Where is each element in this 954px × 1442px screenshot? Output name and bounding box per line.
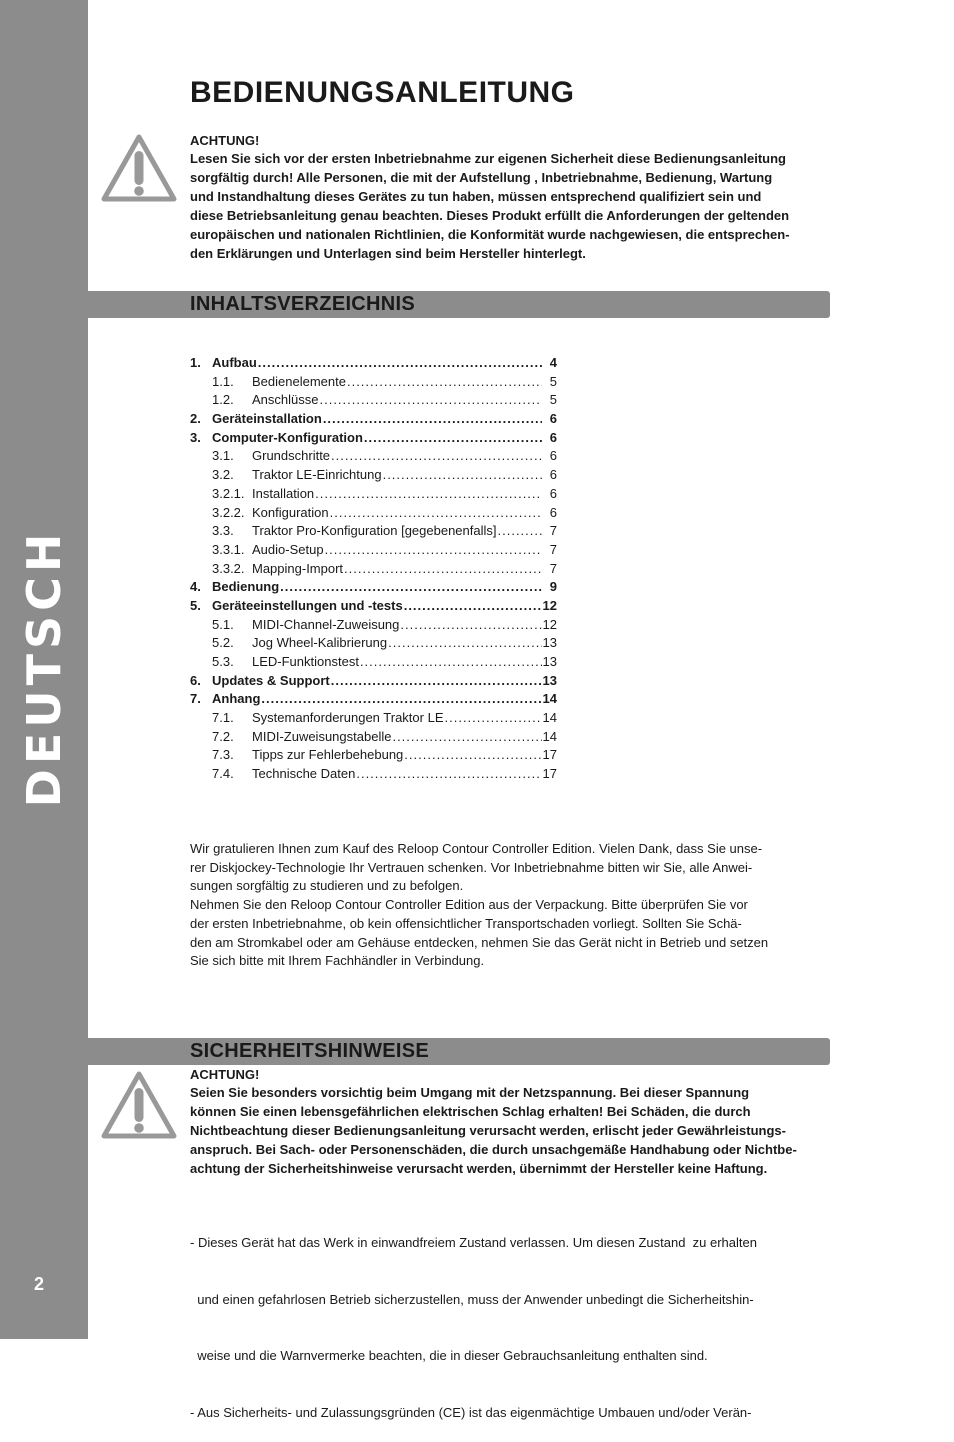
toc-entry xyxy=(190,374,557,393)
toc-entry-number: 5. xyxy=(190,597,201,613)
toc-leader-dots xyxy=(325,542,542,557)
toc-entry-label: Updates & Support xyxy=(212,672,330,688)
toc-entry xyxy=(190,486,557,505)
toc-entry xyxy=(190,392,557,411)
safety-warning-block xyxy=(190,1065,832,1179)
safety-heading: SICHERHEITSHINWEISE xyxy=(190,1040,430,1062)
sidebar xyxy=(0,0,88,1339)
toc-leader-dots xyxy=(360,654,542,669)
toc-heading: INHALTSVERZEICHNIS xyxy=(190,293,416,315)
warning-line: Nichtbeachtung dieser Bedienungsanleitung verursacht werden, erlischt jeder Gewährleistungs- xyxy=(190,1122,786,1138)
toc-entry xyxy=(190,505,557,524)
toc-entry-label: Tipps zur Fehlerbehebung xyxy=(252,747,404,763)
toc-entry xyxy=(190,673,557,692)
toc-entry-page: 6 xyxy=(549,448,557,464)
intro-line: rer Diskjockey-Technologie Ihr Vertrauen schenken. Vor Inbetriebnahme bitten wir Sie, alle Anwei- xyxy=(190,859,753,875)
warning-line: achtung der Sicherheitshinweise verursacht werden, übernimmt der Hersteller keine Haftung. xyxy=(190,1160,768,1176)
toc-entry-page: 14 xyxy=(542,728,557,744)
toc-leader-dots xyxy=(392,729,541,744)
toc-entry-number: 7. xyxy=(190,691,201,707)
warning-text xyxy=(190,150,832,263)
toc-entry xyxy=(190,523,557,542)
toc-entry-page: 6 xyxy=(549,429,557,445)
toc-entry-number: 3. xyxy=(190,429,201,445)
toc-leader-dots xyxy=(347,374,542,389)
toc-entry-label: Installation xyxy=(252,485,315,501)
warning-line: diese Betriebsanleitung genau beachten. Dieses Produkt erfüllt die Anforderungen der geltenden xyxy=(190,207,790,223)
toc-entry-number: 1.2. xyxy=(212,392,234,408)
toc-entry xyxy=(190,598,557,617)
toc-leader-dots xyxy=(319,392,542,407)
toc-entry xyxy=(190,691,557,710)
intro-line: den am Stromkabel oder am Gehäuse entdecken, nehmen Sie das Gerät nicht in Betrieb und setzen xyxy=(190,934,769,950)
toc-entry xyxy=(190,561,557,580)
warning-heading: ACHTUNG! xyxy=(190,133,260,148)
warning-line: Seien Sie besonders vorsichtig beim Umgang mit der Netzspannung. Bei dieser Spannung xyxy=(190,1085,750,1100)
toc-entry-label: Grundschritte xyxy=(252,448,331,464)
toc-entry-label: Geräteinstallation xyxy=(212,411,322,427)
toc-entry-number: 7.3. xyxy=(212,747,234,763)
toc-entry-page: 13 xyxy=(542,672,557,688)
toc-entry-number: 5.1. xyxy=(212,616,234,632)
intro-line: Nehmen Sie den Reloop Contour Controller Edition aus der Verpackung. Bitte überprüfen Sie vor xyxy=(190,897,748,913)
toc-entry xyxy=(190,448,557,467)
toc-entry-label: Anhang xyxy=(212,691,261,707)
toc-entry-label: Mapping-Import xyxy=(252,560,344,576)
toc-entry-page: 6 xyxy=(549,411,557,427)
toc-entry-number: 1.1. xyxy=(212,373,234,389)
toc-entry-page: 9 xyxy=(549,579,557,595)
bullet-line: - Dieses Gerät hat das Werk in einwandfreiem Zustand verlassen. Um diesen Zustand zu erhalten xyxy=(190,1234,757,1250)
toc-entry-number: 3.3.2. xyxy=(212,560,245,576)
toc-entry-page: 7 xyxy=(549,560,557,576)
toc-entry-page: 14 xyxy=(542,691,557,707)
toc-entry-label: Traktor Pro-Konfiguration [gegebenenfalls] xyxy=(252,523,497,539)
intro-line: sungen sorgfältig zu studieren und zu befolgen. xyxy=(190,878,464,894)
toc-entry-label: Aufbau xyxy=(212,355,257,370)
toc-entry-label: Jog Wheel-Kalibrierung xyxy=(252,635,388,651)
toc-entry-label: Bedienelemente xyxy=(252,373,346,389)
toc-entry-page: 12 xyxy=(542,616,557,632)
toc-entry-number: 4. xyxy=(190,579,201,595)
toc-leader-dots xyxy=(331,673,542,688)
toc-entry-page: 17 xyxy=(542,747,557,763)
toc-entry xyxy=(190,411,557,430)
warning-line: und Instandhaltung dieses Gerätes zu tun haben, müssen entsprechend qualifiziert sein und xyxy=(190,188,762,204)
table-of-contents xyxy=(190,355,557,785)
toc-entry xyxy=(190,710,557,729)
toc-entry-number: 3.2.1. xyxy=(212,485,245,501)
toc-entry xyxy=(190,617,557,636)
toc-entry-number: 3.2. xyxy=(212,467,234,483)
language-label: DEUTSCH xyxy=(17,528,71,808)
toc-entry-page: 6 xyxy=(549,467,557,483)
intro-line: der ersten Inbetriebnahme, ob kein offensichtlicher Transportschaden vorliegt. Sollten Sie Schä- xyxy=(190,915,742,931)
toc-leader-dots xyxy=(261,691,541,706)
warning-triangle-icon xyxy=(100,133,178,203)
toc-entry xyxy=(190,430,557,449)
toc-entry xyxy=(190,747,557,766)
toc-entry-number: 1. xyxy=(190,355,201,370)
toc-leader-dots xyxy=(498,523,543,538)
toc-entry-number: 2. xyxy=(190,411,201,427)
toc-entry-label: Traktor LE-Einrichtung xyxy=(252,467,382,483)
safety-bullets xyxy=(190,1196,832,1442)
page-title: BEDIENUNGSANLEITUNG xyxy=(190,76,575,109)
toc-entry-label: Technische Daten xyxy=(252,766,356,782)
toc-entry-number: 7.1. xyxy=(212,710,234,726)
toc-leader-dots xyxy=(330,505,542,520)
warning-line: europäischen und nationalen Richtlinien, die Konformität wurde nachgewiesen, die entsprechen- xyxy=(190,226,790,242)
toc-entry-label: Systemanforderungen Traktor LE xyxy=(252,710,444,726)
intro-line: Sie sich bitte mit Ihrem Fachhändler in Verbindung. xyxy=(190,953,485,969)
warning-triangle-icon xyxy=(100,1070,178,1140)
toc-entry-label: MIDI-Channel-Zuweisung xyxy=(252,616,400,632)
toc-entry-page: 6 xyxy=(549,485,557,501)
toc-entry-label: Konfiguration xyxy=(252,504,329,520)
toc-entry-number: 5.2. xyxy=(212,635,234,651)
toc-entry-number: 3.1. xyxy=(212,448,234,464)
intro-text xyxy=(190,840,832,971)
toc-leader-dots xyxy=(445,710,542,725)
toc-entry-label: Bedienung xyxy=(212,579,280,595)
toc-entry-number: 5.3. xyxy=(212,654,234,669)
warning-line: anspruch. Bei Sach- oder Personenschäden, die durch unsachgemäße Handhabung oder Nichtbe- xyxy=(190,1141,797,1157)
toc-entry-number: 6. xyxy=(190,672,201,688)
warning-line: können Sie einen lebensgefährlichen elektrischen Schlag erhalten! Bei Schäden, die durch xyxy=(190,1103,751,1119)
bullet-line: und einen gefahrlosen Betrieb sicherzustellen, muss der Anwender unbedingt die Sicherheitshin- xyxy=(190,1291,754,1307)
toc-entry xyxy=(190,654,557,673)
toc-entry-page: 5 xyxy=(549,373,557,389)
toc-entry-page: 5 xyxy=(549,392,557,408)
toc-entry-number: 3.3.1. xyxy=(212,541,245,557)
toc-leader-dots xyxy=(315,486,542,501)
toc-entry xyxy=(190,355,557,374)
safety-warning-text xyxy=(190,1084,832,1179)
safety-warning-heading: ACHTUNG! xyxy=(190,1067,260,1082)
toc-leader-dots xyxy=(280,579,542,594)
toc-entry xyxy=(190,579,557,598)
toc-leader-dots xyxy=(404,598,542,613)
warning-line: sorgfältig durch! Alle Personen, die mit der Aufstellung , Inbetriebnahme, Bedienung, Wartung xyxy=(190,169,773,185)
toc-leader-dots xyxy=(388,635,541,650)
toc-entry-number: 7.2. xyxy=(212,728,234,744)
toc-leader-dots xyxy=(344,561,542,576)
toc-leader-dots xyxy=(323,411,542,426)
bullet-line: weise und die Warnvermerke beachten, die in dieser Gebrauchsanleitung enthalten sind. xyxy=(190,1348,708,1364)
toc-entry-page: 17 xyxy=(542,766,557,782)
toc-entry xyxy=(190,729,557,748)
toc-entry-number: 7.4. xyxy=(212,766,234,782)
toc-entry-page: 13 xyxy=(542,635,557,651)
toc-entry xyxy=(190,542,557,561)
toc-entry-page: 4 xyxy=(549,355,557,370)
warning-line: den Erklärungen und Unterlagen sind beim Hersteller hinterlegt. xyxy=(190,245,586,261)
toc-entry-label: MIDI-Zuweisungstabelle xyxy=(252,728,392,744)
toc-leader-dots xyxy=(364,430,542,445)
safety-heading-bar xyxy=(88,1038,830,1065)
toc-entry-page: 12 xyxy=(542,597,557,613)
warning-line: Lesen Sie sich vor der ersten Inbetriebnahme zur eigenen Sicherheit diese Bedienungsanleitung xyxy=(190,151,786,166)
toc-entry-page: 13 xyxy=(542,654,557,669)
toc-entry-number: 3.3. xyxy=(212,523,234,539)
warning-block xyxy=(190,131,832,263)
toc-leader-dots xyxy=(383,467,542,482)
bullet-line: - Aus Sicherheits- und Zulassungsgründen (CE) ist das eigenmächtige Umbauen und/oder Verän- xyxy=(190,1404,752,1420)
toc-entry-page: 14 xyxy=(542,710,557,726)
toc-entry-label: Computer-Konfiguration xyxy=(212,429,363,445)
toc-entry xyxy=(190,467,557,486)
toc-entry-label: Audio-Setup xyxy=(252,541,324,557)
toc-entry-number: 3.2.2. xyxy=(212,504,245,520)
toc-entry-label: LED-Funktionstest xyxy=(252,654,359,669)
intro-line: Wir gratulieren Ihnen zum Kauf des Reloop Contour Controller Edition. Vielen Dank, dass Sie unse- xyxy=(190,841,763,856)
toc-leader-dots xyxy=(356,766,541,781)
toc-entry-page: 7 xyxy=(549,541,557,557)
toc-entry xyxy=(190,635,557,654)
toc-entry-label: Geräteeinstellungen und -tests xyxy=(212,597,403,613)
page-number: 2 xyxy=(34,1274,45,1294)
toc-entry-label: Anschlüsse xyxy=(252,392,319,408)
toc-leader-dots xyxy=(331,448,542,463)
toc-entry xyxy=(190,766,557,785)
toc-entry-page: 7 xyxy=(549,523,557,539)
toc-leader-dots xyxy=(258,355,542,370)
toc-heading-bar xyxy=(88,291,830,318)
toc-leader-dots xyxy=(404,747,541,762)
toc-entry-page: 6 xyxy=(549,504,557,520)
toc-leader-dots xyxy=(400,617,541,632)
